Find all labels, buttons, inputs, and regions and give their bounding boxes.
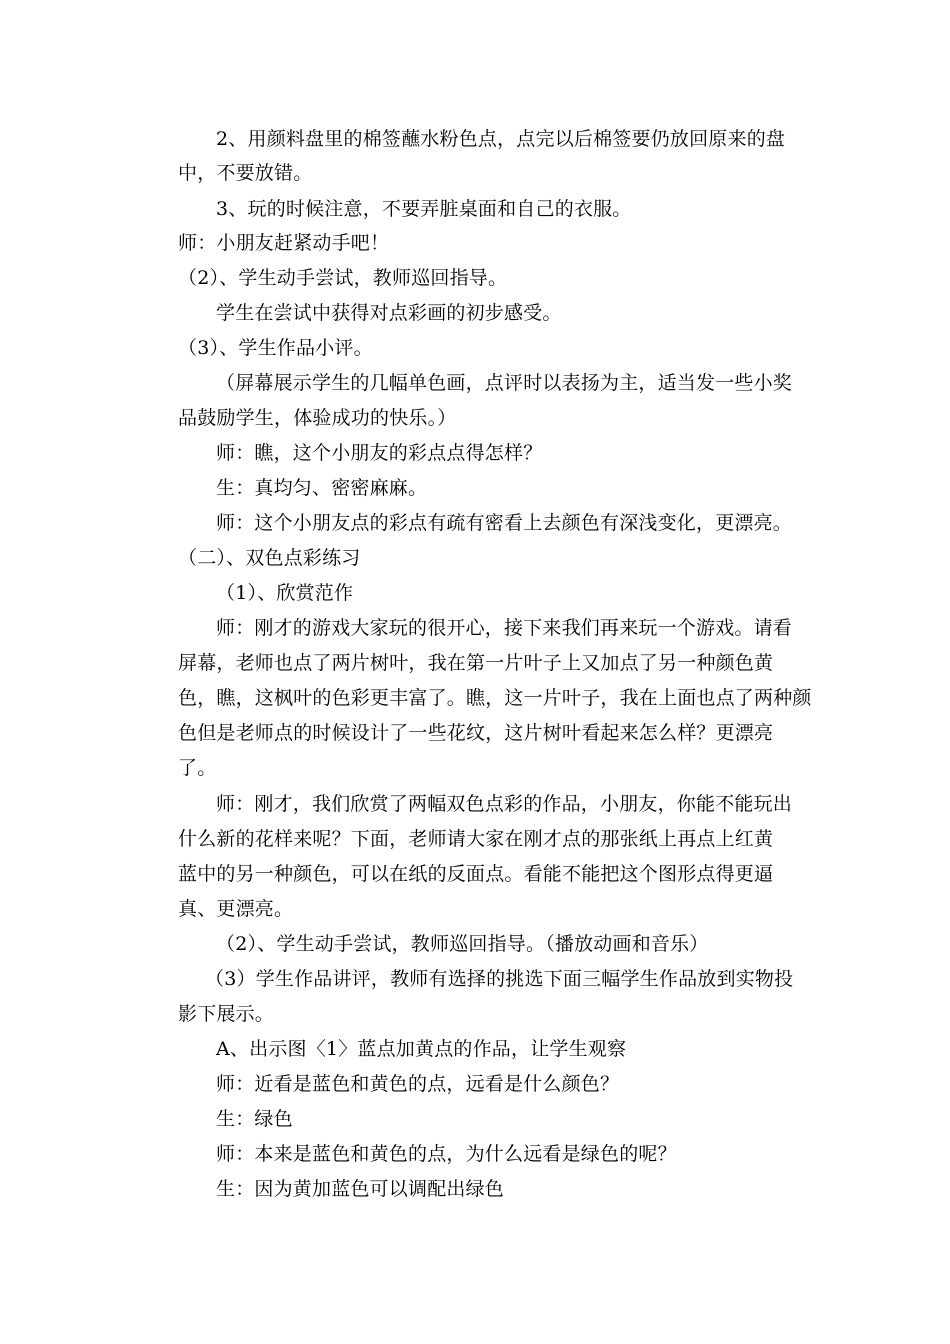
text-line: 了。 <box>178 757 217 779</box>
text-line: （1）、欣赏范作 <box>216 582 354 604</box>
section-heading: （二）、双色点彩练习 <box>178 547 361 569</box>
text-line: A、出示图〈1〉蓝点加黄点的作品，让学生观察 <box>216 1038 627 1060</box>
text-line: 生：真均匀、密密麻麻。 <box>216 477 428 499</box>
text-line: 3、玩的时候注意，不要弄脏桌面和自己的衣服。 <box>216 198 632 220</box>
text-line: 屏幕，老师也点了两片树叶，我在第一片叶子上又加点了另一种颜色黄 <box>178 652 774 674</box>
text-line: （屏幕展示学生的几幅单色画，点评时以表扬为主，适当发一些小奖 <box>216 372 793 394</box>
text-line: 品鼓励学生，体验成功的快乐。） <box>178 407 457 429</box>
text-line: 影下展示。 <box>178 1003 275 1025</box>
text-line: 师：小朋友赶紧动手吧！ <box>178 232 390 254</box>
text-line: 中，不要放错。 <box>178 162 313 184</box>
text-line: 学生在尝试中获得对点彩画的初步感受。 <box>216 302 562 324</box>
text-line: 色，瞧，这枫叶的色彩更丰富了。瞧，这一片叶子，我在上面也点了两种颜 <box>178 687 812 709</box>
text-line: 蓝中的另一种颜色，可以在纸的反面点。看能不能把这个图形点得更逼 <box>178 863 774 885</box>
text-line: 什么新的花样来呢？下面，老师请大家在刚才点的那张纸上再点上红黄 <box>178 828 774 850</box>
text-line: （3）、学生作品小评。 <box>178 337 373 359</box>
text-line: 真、更漂亮。 <box>178 898 294 920</box>
text-line: 师：刚才的游戏大家玩的很开心，接下来我们再来玩一个游戏。请看 <box>216 617 793 639</box>
text-line: 生：因为黄加蓝色可以调配出绿色 <box>216 1178 505 1200</box>
text-line: 色但是老师点的时候设计了一些花纹，这片树叶看起来怎么样？更漂亮 <box>178 722 774 744</box>
text-line: 师：本来是蓝色和黄色的点，为什么远看是绿色的呢？ <box>216 1143 677 1165</box>
text-line: 师：刚才，我们欣赏了两幅双色点彩的作品，小朋友，你能不能玩出 <box>216 793 793 815</box>
text-line: （2）、学生动手尝试，教师巡回指导。 <box>178 267 508 289</box>
text-line: 生：绿色 <box>216 1108 293 1130</box>
text-line: 师：近看是蓝色和黄色的点，远看是什么颜色？ <box>216 1073 620 1095</box>
text-line: 2、用颜料盘里的棉签蘸水粉色点，点完以后棉签要仍放回原来的盘 <box>216 128 786 150</box>
text-line: （2）、学生动手尝试，教师巡回指导。（播放动画和音乐） <box>216 933 709 955</box>
text-line: 师：瞧，这个小朋友的彩点点得怎样？ <box>216 442 543 464</box>
text-line: （3）学生作品讲评，教师有选择的挑选下面三幅学生作品放到实物投 <box>205 968 794 990</box>
text-line: 师：这个小朋友点的彩点有疏有密看上去颜色有深浅变化，更漂亮。 <box>216 512 793 534</box>
